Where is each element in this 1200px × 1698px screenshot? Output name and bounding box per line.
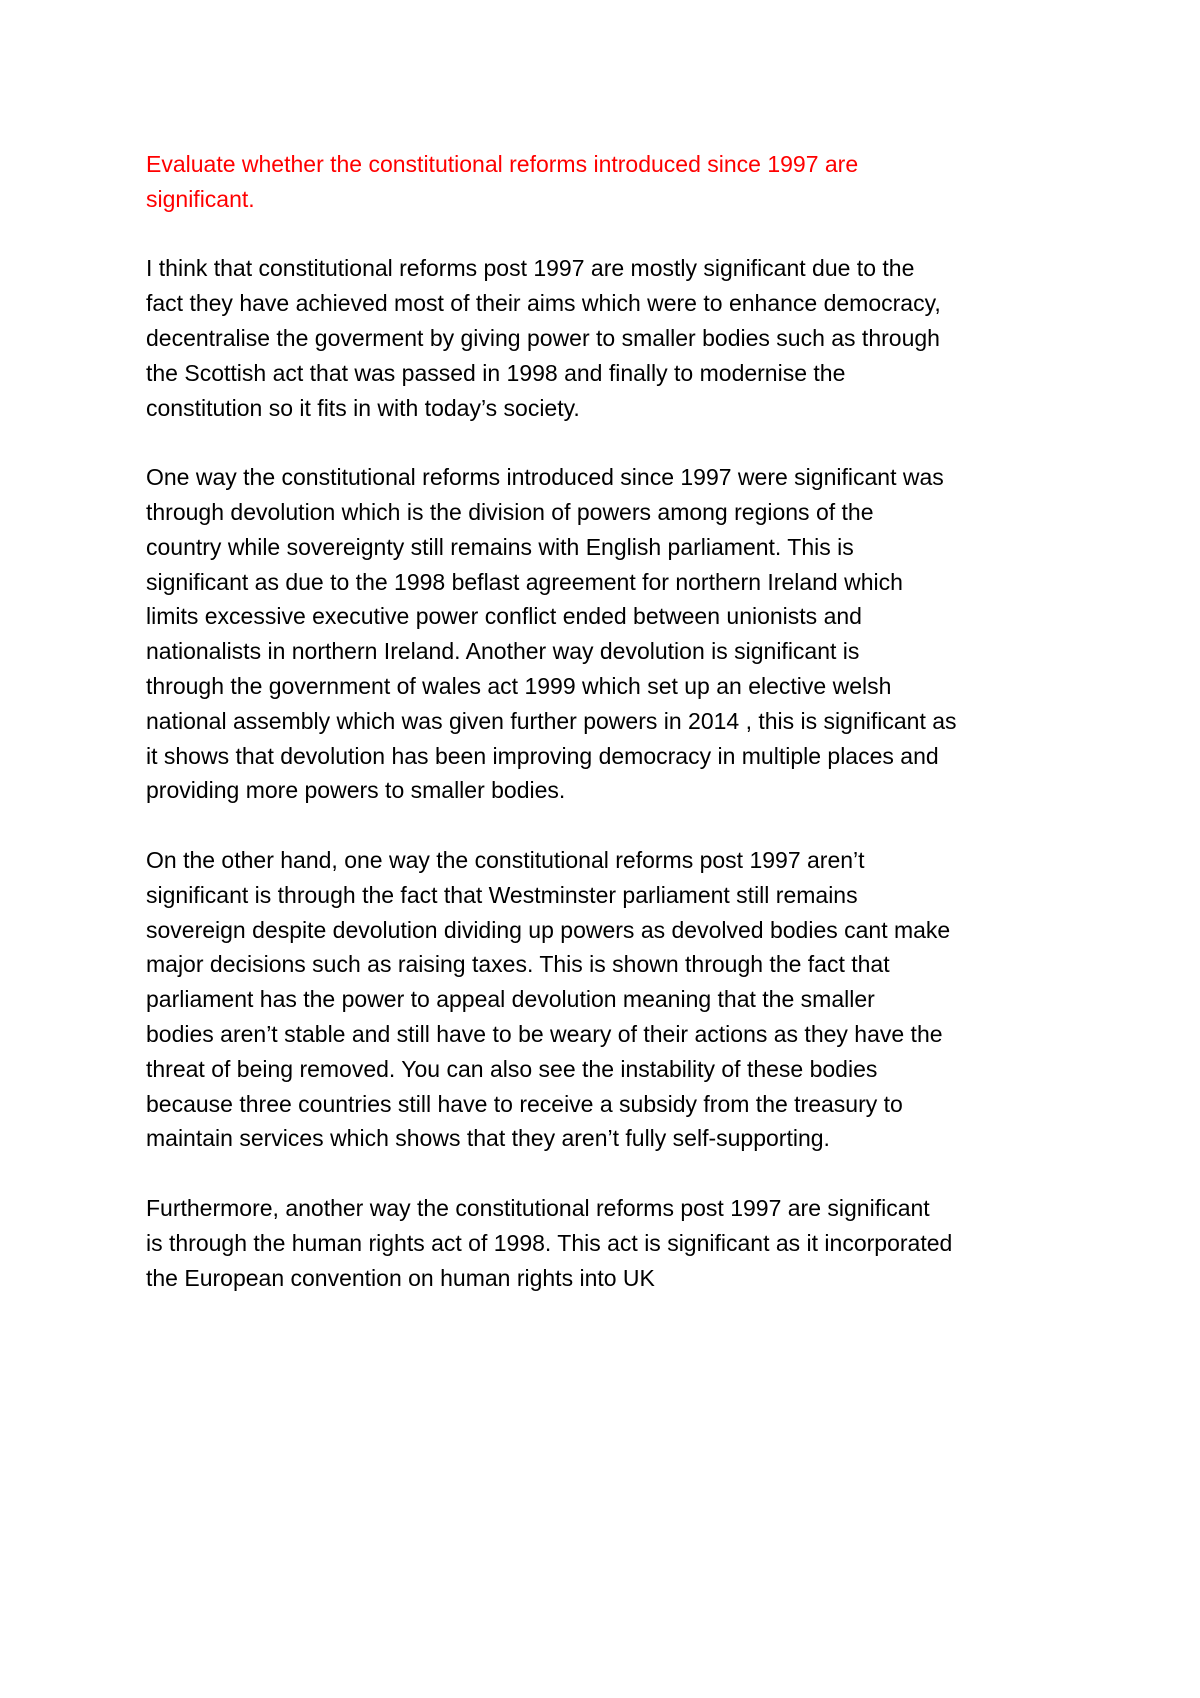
text-line: the European convention on human rights into UK — [146, 1264, 655, 1291]
text-line: parliament has the power to appeal devolution meaning that the smaller — [146, 986, 875, 1013]
paragraph-introduction — [146, 251, 1076, 425]
essay-question-line: Evaluate whether the constitutional reforms introduced since 1997 are — [146, 151, 859, 177]
text-line: through the government of wales act 1999 which set up an elective welsh — [146, 672, 892, 699]
text-line: because three countries still have to receive a subsidy from the treasury to — [146, 1090, 903, 1117]
text-line: On the other hand, one way the constitutional reforms post 1997 aren’t — [146, 846, 865, 873]
text-line: through devolution which is the division of powers among regions of the — [146, 498, 874, 525]
text-line: fact they have achieved most of their aims which were to enhance democracy, — [146, 290, 941, 317]
text-line: major decisions such as raising taxes. This is shown through the fact that — [146, 951, 890, 978]
text-line: nationalists in northern Ireland. Another way devolution is significant is — [146, 638, 860, 665]
text-line: it shows that devolution has been improving democracy in multiple places and — [146, 742, 939, 769]
text-line: bodies aren’t stable and still have to be weary of their actions as they have the — [146, 1020, 943, 1047]
text-line: limits excessive executive power conflict ended between unionists and — [146, 603, 862, 630]
text-line: sovereign despite devolution dividing up powers as devolved bodies cant make — [146, 916, 951, 943]
text-line: is through the human rights act of 1998. This act is significant as it incorporated — [146, 1229, 953, 1256]
text-line: providing more powers to smaller bodies. — [146, 777, 566, 804]
text-line: the Scottish act that was passed in 1998 and finally to modernise the — [146, 359, 846, 386]
text-line: country while sovereignty still remains with English parliament. This is — [146, 533, 854, 560]
text-line: national assembly which was given further powers in 2014 , this is significant as — [146, 707, 957, 734]
text-line: One way the constitutional reforms introduced since 1997 were significant was — [146, 464, 944, 491]
text-line: Furthermore, another way the constitutional reforms post 1997 are significant — [146, 1194, 930, 1221]
text-line: constitution so it fits in with today’s society. — [146, 394, 580, 421]
document-body — [146, 147, 1076, 1330]
text-line: decentralise the goverment by giving power to smaller bodies such as through — [146, 324, 940, 351]
text-line: threat of being removed. You can also see the instability of these bodies — [146, 1055, 878, 1082]
text-line: significant as due to the 1998 beflast agreement for northern Ireland which — [146, 568, 903, 595]
text-line: maintain services which shows that they aren’t fully self-supporting. — [146, 1125, 830, 1152]
essay-question-line: significant. — [146, 185, 255, 212]
paragraph-human-rights — [146, 1191, 1076, 1295]
essay-question — [146, 147, 1076, 217]
text-line: significant is through the fact that Westminster parliament still remains — [146, 881, 858, 908]
paragraph-devolution — [146, 460, 1076, 808]
text-line: I think that constitutional reforms post 1997 are mostly significant due to the — [146, 255, 915, 282]
paragraph-counterargument — [146, 843, 1076, 1156]
